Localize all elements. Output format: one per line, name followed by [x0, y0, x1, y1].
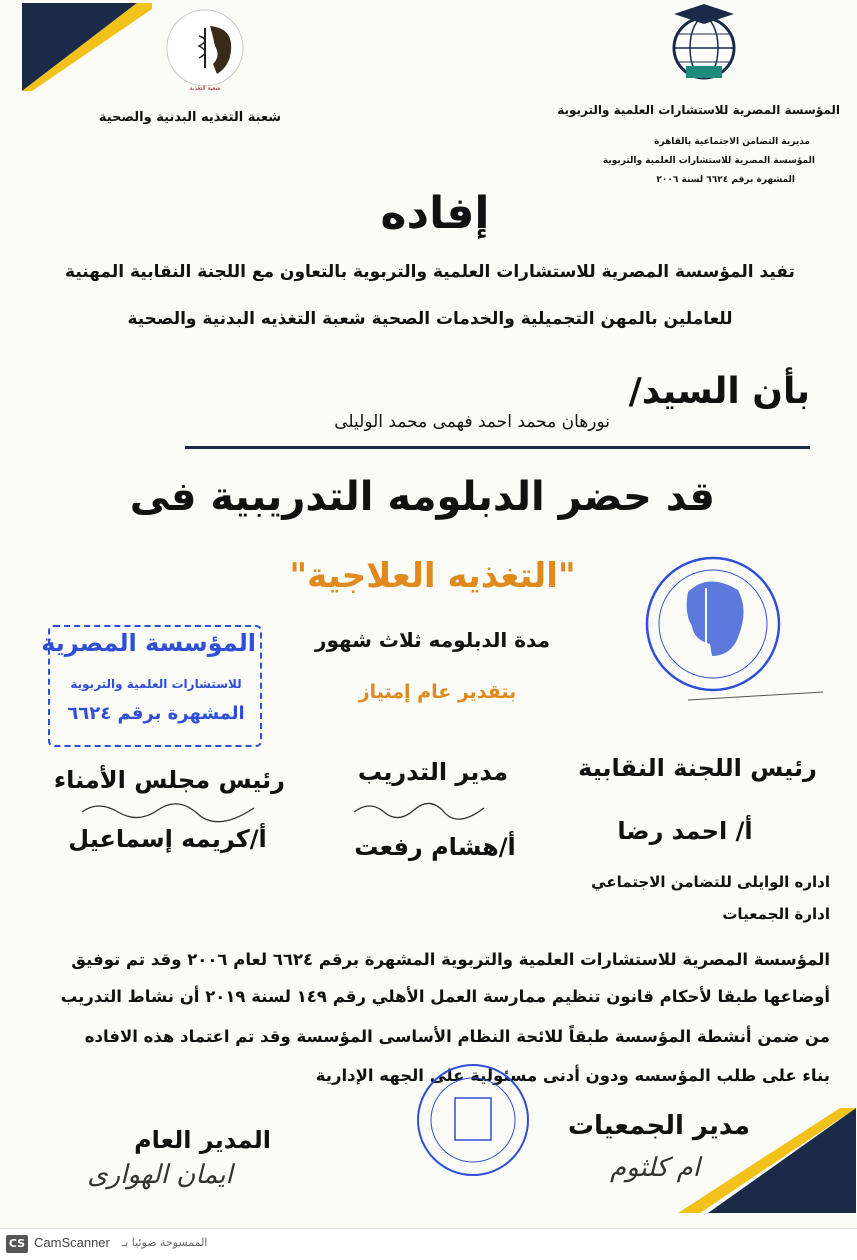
org-stamp-line-2: للاستشارات العلمية والتربوية	[70, 677, 242, 691]
round-seal-right	[628, 552, 823, 702]
org-stamp	[41, 625, 262, 747]
sig-col3-name: أ/كريمه إسماعيل	[68, 825, 267, 853]
admin-line-1: اداره الوايلى للتضامن الاجتماعي	[591, 873, 830, 891]
footer-app-name: CamScanner	[34, 1235, 110, 1250]
left-org-name: شعبة التغذيه البدنية والصحية	[98, 110, 282, 125]
right-org-sub2: المؤسسة المصرية للاستشارات العلمية والتربوية	[602, 156, 815, 166]
scanner-footer	[0, 1228, 857, 1260]
recipient-name: نورهان محمد احمد فهمى محمد الوليلى	[334, 412, 610, 432]
admin-paragraph-line-2: أوضاعها طبقا لأحكام قانون تنظيم ممارسة العمل الأهلي رقم ١٤٩ لسنة ٢٠١٩ أن نشاط التدريب	[60, 987, 830, 1006]
round-seal-admin	[385, 1058, 560, 1178]
attended-statement: قد حضر الدبلومه التدريبية فى	[129, 474, 715, 520]
sig-col3-title: رئيس مجلس الأمناء	[53, 766, 285, 794]
admin-line-2: ادارة الجمعيات	[722, 905, 830, 923]
intro-line-1: تفيد المؤسسة المصرية للاستشارات العلمية والتربوية بالتعاون مع اللجنة النقابية المهنية	[65, 262, 795, 282]
health-crescent-logo	[155, 6, 255, 94]
right-org-sub3: المشهرة برقم ٦٦٢٤ لسنة ٢٠٠٦	[656, 175, 795, 185]
sig-col1-name: أ/ احمد رضا	[617, 817, 753, 845]
svg-text:شعبة التغذية: شعبة التغذية	[189, 85, 221, 92]
signature-training-manager	[350, 794, 490, 824]
admin-paragraph-line-3: من ضمن أنشطة المؤسسة طبقاً للائحة النظام الأساسى المؤسسة وقد تم اعتماد هذه الافاده	[84, 1027, 830, 1046]
admin-paragraph-line-4: بناء على طلب المؤسسه ودون أدنى مسئولية على الجهه الإدارية	[315, 1066, 830, 1085]
general-manager-signature: ايمان الهوارى	[87, 1160, 233, 1190]
camscanner-icon: CS	[6, 1235, 28, 1253]
intro-line-2: للعاملين بالمهن التجميلية والخدمات الصحية شعبة التغذيه البدنية والصحية	[127, 309, 733, 329]
diploma-duration: مدة الدبلومه ثلاث شهور	[315, 628, 550, 652]
footer-caption: الممسوحة ضوئيا بـ	[122, 1236, 208, 1249]
associations-manager-signature: ام كلثوم	[610, 1153, 700, 1183]
sig-col1-title: رئيس اللجنة النقابية	[578, 754, 817, 782]
diploma-grade: بتقدير عام إمتياز	[358, 681, 517, 703]
associations-manager-title: مدير الجمعيات	[567, 1111, 750, 1141]
document-title: إفاده	[380, 188, 490, 239]
org-stamp-line-3: المشهرة برقم ٦٦٢٤	[67, 703, 245, 724]
name-underline	[185, 446, 810, 449]
right-org-sub1: مديرية التضامن الاجتماعية بالقاهرة	[654, 137, 810, 147]
recipient-label: بأن السيد/	[628, 371, 810, 412]
signature-board-chair	[78, 796, 258, 824]
general-manager-title: المدير العام	[134, 1126, 271, 1154]
corner-decoration-top-left	[22, 3, 152, 91]
globe-graduation-logo	[664, 2, 744, 84]
admin-paragraph-line-1: المؤسسة المصرية للاستشارات العلمية والتربوية المشهرة برقم ٦٦٢٤ لعام ٢٠٠٦ وقد تم توفيق	[71, 950, 830, 969]
diploma-name: "التغذيه العلاجية"	[289, 556, 576, 596]
sig-col2-name: أ/هشام رفعت	[354, 833, 516, 861]
right-org-name: المؤسسة المصرية للاستشارات العلمية والتربوية	[557, 103, 840, 117]
org-stamp-line-1: المؤسسة المصرية	[41, 629, 256, 657]
sig-col2-title: مدير التدريب	[357, 758, 509, 786]
